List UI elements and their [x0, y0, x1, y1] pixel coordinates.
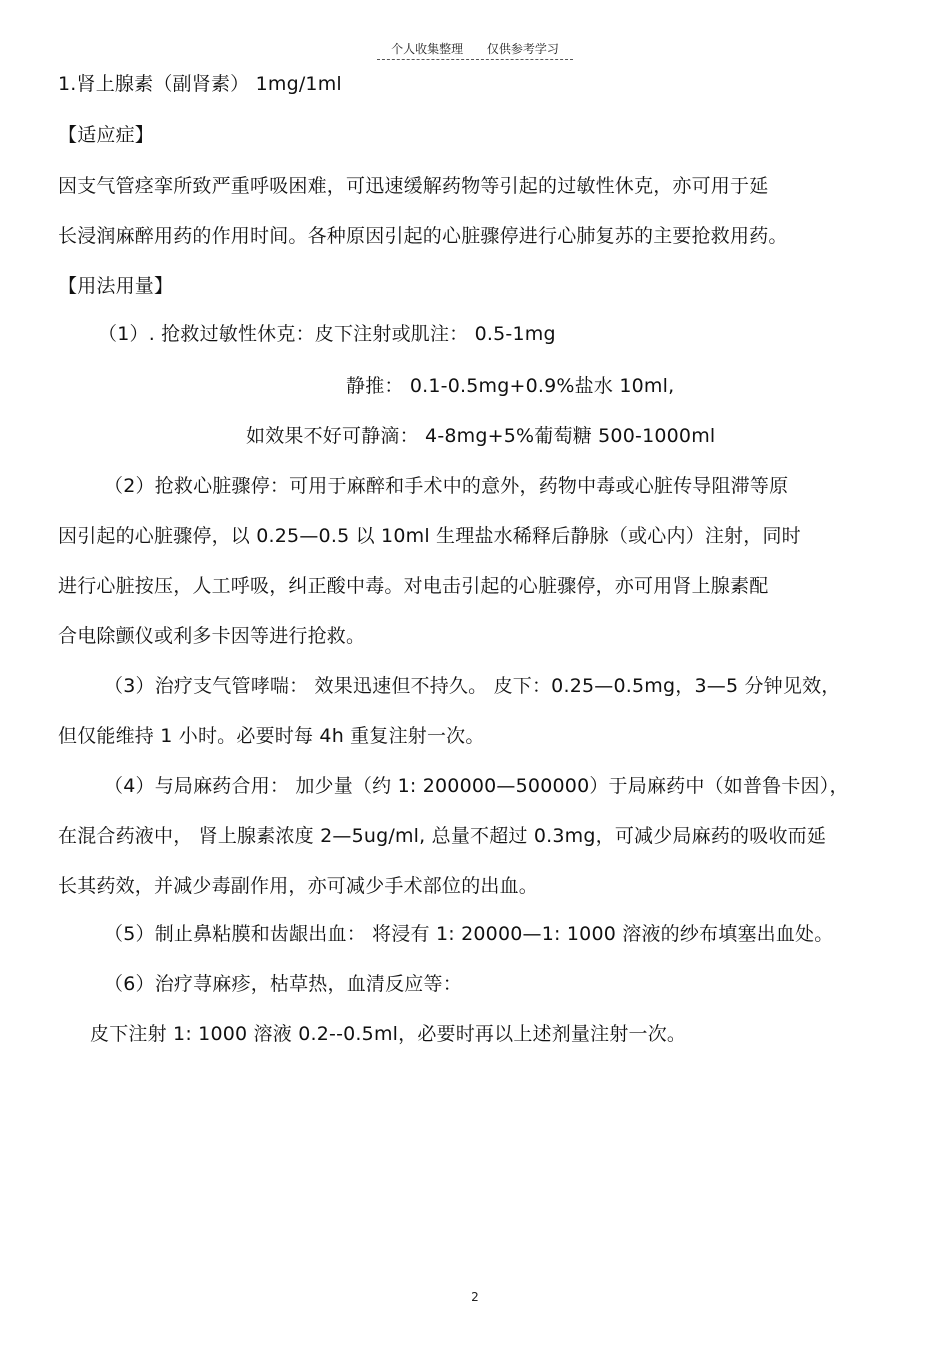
header-text [377, 40, 573, 60]
dosage-item: （2）抢救心脏骤停：可用于麻醉和手术中的意外，药物中毒或心脏传导阻滞等原 [104, 475, 789, 497]
dosage-item: （4）与局麻药合用： 加少量（约 1: 200000—500000）于局麻药中（如普鲁卡因）， [104, 775, 849, 797]
paragraph-line: 因支气管痉挛所致严重呼吸困难，可迅速缓解药物等引起的过敏性休克，亦可用于延 [58, 175, 769, 197]
paragraph-line: 因引起的心脏骤停，以 0.25—0.5 以 10ml 生理盐水稀释后静脉（或心内）注射，同时 [58, 525, 801, 547]
paragraph-line: 合电除颤仪或利多卡因等进行抢救。 [58, 625, 366, 647]
dosage-subline: 静推： 0.1-0.5mg+0.9%盐水 10ml, [346, 375, 675, 397]
dosage-item: （3）治疗支气管哮喘： 效果迅速但不持久。 皮下：0.25—0.5mg，3—5 分钟见效， [104, 675, 841, 697]
header-left: 个人收集整理 [391, 42, 464, 56]
header-right: 仅供参考学习 [486, 42, 559, 56]
paragraph-line: 长其药效，并减少毒副作用，亦可减少手术部位的出血。 [58, 875, 539, 897]
paragraph-line: 进行心脏按压，人工呼吸，纠正酸中毒。对电击引起的心脏骤停，亦可用肾上腺素配 [58, 575, 769, 597]
dosage-subline: 皮下注射 1: 1000 溶液 0.2--0.5ml，必要时再以上述剂量注射一次。 [90, 1023, 687, 1045]
page-number: 2 [471, 1290, 479, 1304]
paragraph-line: 但仅能维持 1 小时。必要时每 4h 重复注射一次。 [58, 725, 485, 747]
dosage-item: （5）制止鼻粘膜和齿龈出血： 将浸有 1: 20000—1: 1000 溶液的纱布填塞出血处。 [104, 923, 834, 945]
drug-title: 1.肾上腺素（副肾素） 1mg/1ml [58, 73, 342, 95]
section-heading-indications: 【适应症】 [58, 124, 155, 146]
paragraph-line: 长浸润麻醉用药的作用时间。各种原因引起的心脏骤停进行心肺复苏的主要抢救用药。 [58, 225, 788, 247]
section-heading-dosage: 【用法用量】 [58, 275, 174, 297]
dosage-subline: 如效果不好可静滴： 4-8mg+5%葡萄糖 500-1000ml [246, 425, 716, 447]
dosage-item: （1）. 抢救过敏性休克：皮下注射或肌注： 0.5-1mg [98, 323, 556, 345]
paragraph-line: 在混合药液中， 肾上腺素浓度 2—5ug/ml, 总量不超过 0.3mg，可减少局麻药的吸收而延 [58, 825, 827, 847]
page-header [0, 40, 950, 60]
dosage-item: （6）治疗荨麻疹，枯草热，血清反应等： [104, 973, 462, 995]
